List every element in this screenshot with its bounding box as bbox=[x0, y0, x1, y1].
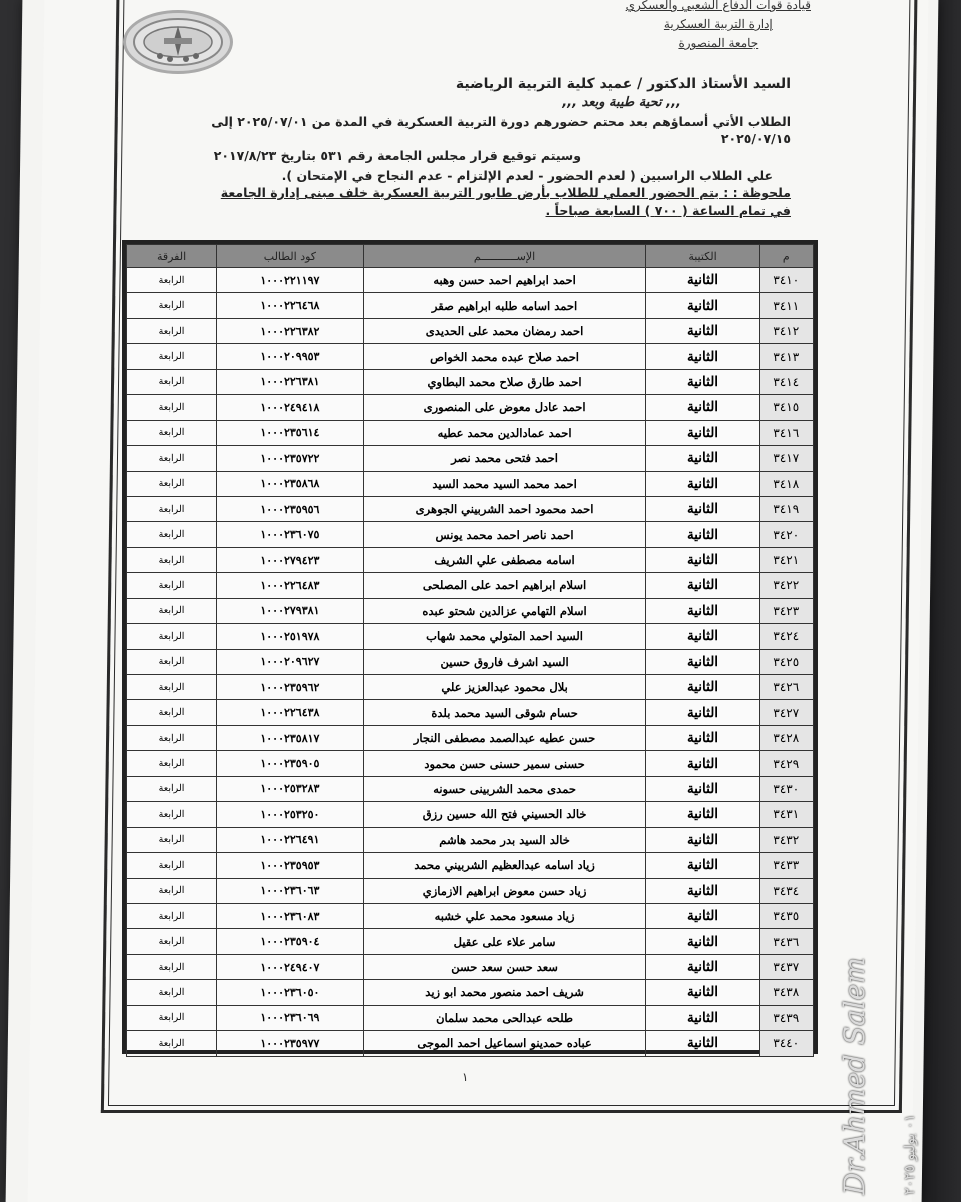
cell-serial: ٣٤٣٤ bbox=[759, 878, 813, 903]
note-line-1: ملحوظة : : يتم الحضور العملي للطلاب بأرض طابور التربية العسكرية خلف مبنى إدارة الجامعة bbox=[220, 185, 791, 200]
header-serial: م bbox=[759, 245, 813, 268]
cell-serial: ٣٤١٨ bbox=[759, 471, 813, 496]
cell-student-code: ١٠٠٠٢٣٥٩٥٦ bbox=[217, 496, 364, 521]
cell-battalion: الثانية bbox=[646, 268, 759, 293]
watermark-author: Dr.Ahmed Salem bbox=[838, 957, 871, 1195]
cell-name: زياد حسن معوض ابراهيم الازمازي bbox=[363, 878, 646, 903]
cell-name: احمد رمضان محمد على الحديدى bbox=[363, 318, 646, 343]
military-education-logo bbox=[123, 10, 233, 74]
cell-student-code: ١٠٠٠٢٥٣٢٨٣ bbox=[217, 776, 364, 801]
cell-battalion: الثانية bbox=[646, 700, 759, 725]
cell-year: الرابعة bbox=[127, 446, 217, 471]
cell-serial: ٣٤٣٠ bbox=[759, 776, 813, 801]
table-row bbox=[127, 293, 814, 318]
cell-battalion: الثانية bbox=[646, 878, 759, 903]
cell-battalion: الثانية bbox=[646, 318, 759, 343]
cell-serial: ٣٤٤٠ bbox=[759, 1031, 813, 1056]
cell-student-code: ١٠٠٠٢٣٦٠٥٠ bbox=[217, 980, 364, 1005]
cell-battalion: الثانية bbox=[646, 395, 759, 420]
cell-name: حسنى سمير حسنى حسن محمود bbox=[363, 751, 646, 776]
table-row bbox=[127, 980, 814, 1005]
cell-year: الرابعة bbox=[127, 776, 217, 801]
table-row bbox=[127, 522, 814, 547]
cell-student-code: ١٠٠٠٢٢٦٤٩١ bbox=[217, 827, 364, 852]
table-row bbox=[127, 344, 814, 369]
cell-battalion: الثانية bbox=[646, 827, 759, 852]
cell-battalion: الثانية bbox=[646, 980, 759, 1005]
cell-serial: ٣٤٣١ bbox=[759, 802, 813, 827]
cell-name: احمد طارق صلاح محمد البطاوي bbox=[363, 369, 646, 394]
cell-battalion: الثانية bbox=[646, 293, 759, 318]
cell-year: الرابعة bbox=[127, 649, 217, 674]
table-row bbox=[127, 268, 814, 293]
table-row bbox=[127, 395, 814, 420]
cell-name: خالد السيد بدر محمد هاشم bbox=[363, 827, 646, 852]
cell-name: اسامه مصطفى علي الشريف bbox=[363, 547, 646, 572]
cell-battalion: الثانية bbox=[646, 420, 759, 445]
cell-name: احمد محمود احمد الشربيني الجوهرى bbox=[363, 496, 646, 521]
cell-name: سعد حسن سعد حسن bbox=[363, 954, 646, 979]
cell-student-code: ١٠٠٠٢٠٩٦٢٧ bbox=[217, 649, 364, 674]
table-row bbox=[127, 827, 814, 852]
cell-serial: ٣٤١٢ bbox=[759, 318, 813, 343]
table-row bbox=[127, 318, 814, 343]
letter-body bbox=[151, 76, 791, 220]
header-department: إدارة التربية العسكرية bbox=[663, 17, 773, 31]
table-row bbox=[127, 446, 814, 471]
table-row bbox=[127, 1031, 814, 1056]
cell-year: الرابعة bbox=[127, 547, 217, 572]
cell-serial: ٣٤١٠ bbox=[759, 268, 813, 293]
cell-name: بلال محمود عبدالعزيز علي bbox=[363, 675, 646, 700]
cell-student-code: ١٠٠٠٢٤٩٤٠٧ bbox=[217, 954, 364, 979]
table-row bbox=[127, 598, 814, 623]
cell-student-code: ١٠٠٠٢٣٥٩٠٥ bbox=[217, 751, 364, 776]
cell-year: الرابعة bbox=[127, 954, 217, 979]
header-battalion: الكتيبة bbox=[646, 245, 759, 268]
cell-serial: ٣٤١٩ bbox=[759, 496, 813, 521]
cell-year: الرابعة bbox=[127, 802, 217, 827]
cell-name: اسلام التهامي عزالدين شحتو عبده bbox=[363, 598, 646, 623]
cell-year: الرابعة bbox=[127, 471, 217, 496]
table-row bbox=[127, 471, 814, 496]
cell-battalion: الثانية bbox=[646, 1005, 759, 1030]
cell-serial: ٣٤٢٢ bbox=[759, 573, 813, 598]
cell-year: الرابعة bbox=[127, 751, 217, 776]
cell-battalion: الثانية bbox=[646, 522, 759, 547]
table-row bbox=[127, 903, 814, 928]
cell-battalion: الثانية bbox=[646, 802, 759, 827]
cell-student-code: ١٠٠٠٢٢٦٣٨١ bbox=[217, 369, 364, 394]
cell-student-code: ١٠٠٠٢٣٥٨٦٨ bbox=[217, 471, 364, 496]
cell-serial: ٣٤٢٥ bbox=[759, 649, 813, 674]
cell-serial: ٣٤٢٨ bbox=[759, 725, 813, 750]
cell-student-code: ١٠٠٠٢٣٥٧٢٢ bbox=[217, 446, 364, 471]
cell-student-code: ١٠٠٠٢٧٩٣٨١ bbox=[217, 598, 364, 623]
cell-year: الرابعة bbox=[127, 700, 217, 725]
cell-year: الرابعة bbox=[127, 573, 217, 598]
cell-battalion: الثانية bbox=[646, 369, 759, 394]
cell-year: الرابعة bbox=[127, 725, 217, 750]
cell-name: زياد مسعود محمد علي خشبه bbox=[363, 903, 646, 928]
cell-serial: ٣٤٣٥ bbox=[759, 903, 813, 928]
cell-student-code: ١٠٠٠٢٥٣٢٥٠ bbox=[217, 802, 364, 827]
header-year: الفرقة bbox=[127, 245, 217, 268]
cell-serial: ٣٤٢٧ bbox=[759, 700, 813, 725]
header-university: جامعة المنصورة bbox=[678, 36, 759, 50]
cell-student-code: ١٠٠٠٢٢٦٤٦٨ bbox=[217, 293, 364, 318]
cell-battalion: الثانية bbox=[646, 776, 759, 801]
cell-year: الرابعة bbox=[127, 395, 217, 420]
cell-name: احمد محمد السيد محمد السيد bbox=[363, 471, 646, 496]
cell-serial: ٣٤٢٣ bbox=[759, 598, 813, 623]
cell-serial: ٣٤٢٦ bbox=[759, 675, 813, 700]
cell-student-code: ١٠٠٠٢٣٦٠٨٣ bbox=[217, 903, 364, 928]
cell-student-code: ١٠٠٠٢٤٩٤١٨ bbox=[217, 395, 364, 420]
emblem-icon bbox=[130, 16, 226, 68]
cell-student-code: ١٠٠٠٢٣٥٩٧٧ bbox=[217, 1031, 364, 1056]
cell-year: الرابعة bbox=[127, 624, 217, 649]
cell-battalion: الثانية bbox=[646, 853, 759, 878]
cell-serial: ٣٤١٥ bbox=[759, 395, 813, 420]
cell-name: احمد صلاح عبده محمد الخواص bbox=[363, 344, 646, 369]
table-header-row bbox=[127, 245, 814, 268]
cell-serial: ٣٤١١ bbox=[759, 293, 813, 318]
cell-battalion: الثانية bbox=[646, 344, 759, 369]
header-student-code: كود الطالب bbox=[217, 245, 364, 268]
table-row bbox=[127, 954, 814, 979]
cell-serial: ٣٤١٤ bbox=[759, 369, 813, 394]
table-row bbox=[127, 624, 814, 649]
table-row bbox=[127, 547, 814, 572]
table-row bbox=[127, 700, 814, 725]
table-row bbox=[127, 1005, 814, 1030]
cell-name: زياد اسامه عبدالعظيم الشربيني محمد bbox=[363, 853, 646, 878]
cell-year: الرابعة bbox=[127, 268, 217, 293]
cell-year: الرابعة bbox=[127, 344, 217, 369]
cell-name: حمدى محمد الشربينى حسونه bbox=[363, 776, 646, 801]
cell-battalion: الثانية bbox=[646, 725, 759, 750]
header-command: قيادة قوات الدفاع الشعبي والعسكري bbox=[625, 0, 811, 12]
cell-name: شريف احمد منصور محمد ابو زيد bbox=[363, 980, 646, 1005]
cell-year: الرابعة bbox=[127, 293, 217, 318]
cell-serial: ٣٤١٦ bbox=[759, 420, 813, 445]
body-line-2: وسيتم توقيع قرار مجلس الجامعة رقم ٥٣١ بتاريخ ٢٠١٧/٨/٢٣ bbox=[213, 148, 581, 163]
cell-year: الرابعة bbox=[127, 496, 217, 521]
cell-year: الرابعة bbox=[127, 903, 217, 928]
body-line-3: علي الطلاب الراسبين ( لعدم الحضور - لعدم الإلتزام - عدم النجاح في الإمتحان ). bbox=[281, 168, 773, 183]
greeting: ,,, تحية طيبة وبعد ,,, bbox=[562, 95, 681, 110]
cell-battalion: الثانية bbox=[646, 954, 759, 979]
cell-student-code: ١٠٠٠٢٣٥٦١٤ bbox=[217, 420, 364, 445]
table-row bbox=[127, 751, 814, 776]
cell-name: احمد فتحى محمد نصر bbox=[363, 446, 646, 471]
cell-year: الرابعة bbox=[127, 853, 217, 878]
cell-battalion: الثانية bbox=[646, 446, 759, 471]
cell-name: احمد ناصر احمد محمد يونس bbox=[363, 522, 646, 547]
note-line-2: في تمام الساعة ( ٧٠٠ ) السابعة صباحاً . bbox=[545, 203, 791, 218]
cell-student-code: ١٠٠٠٢٣٦٠٧٥ bbox=[217, 522, 364, 547]
cell-student-code: ١٠٠٠٢٣٦٠٦٣ bbox=[217, 878, 364, 903]
cell-serial: ٣٤٣٧ bbox=[759, 954, 813, 979]
cell-battalion: الثانية bbox=[646, 675, 759, 700]
header-name: الإســـــــــــم bbox=[363, 245, 646, 268]
body-line-1: الطلاب الأتي أسماؤهم بعد محتم حضورهم دورة التربية العسكرية في المدة من ٢٠٢٥/٠٧/٠١ إلى ٢٠٢٥/٠٧/١٥ bbox=[211, 114, 791, 146]
cell-battalion: الثانية bbox=[646, 547, 759, 572]
table-row bbox=[127, 496, 814, 521]
table-row bbox=[127, 420, 814, 445]
cell-year: الرابعة bbox=[127, 369, 217, 394]
cell-year: الرابعة bbox=[127, 1031, 217, 1056]
page-number: ١ bbox=[462, 1070, 469, 1084]
cell-year: الرابعة bbox=[127, 878, 217, 903]
cell-year: الرابعة bbox=[127, 929, 217, 954]
cell-student-code: ١٠٠٠٢٣٦٠٦٩ bbox=[217, 1005, 364, 1030]
cell-student-code: ١٠٠٠٢٥١٩٧٨ bbox=[217, 624, 364, 649]
cell-serial: ٣٤٣٣ bbox=[759, 853, 813, 878]
addressee: السيد الأستاذ الدكتور / عميد كلية التربية الرياضية bbox=[455, 76, 791, 92]
cell-student-code: ١٠٠٠٢٣٥٩٥٣ bbox=[217, 853, 364, 878]
cell-year: الرابعة bbox=[127, 522, 217, 547]
cell-year: الرابعة bbox=[127, 1005, 217, 1030]
cell-battalion: الثانية bbox=[646, 1031, 759, 1056]
cell-serial: ٣٤٢٤ bbox=[759, 624, 813, 649]
table-row bbox=[127, 649, 814, 674]
cell-name: حسام شوقى السيد محمد بلدة bbox=[363, 700, 646, 725]
table-row bbox=[127, 369, 814, 394]
cell-year: الرابعة bbox=[127, 318, 217, 343]
cell-student-code: ١٠٠٠٢٣٥٨١٧ bbox=[217, 725, 364, 750]
table-row bbox=[127, 675, 814, 700]
cell-battalion: الثانية bbox=[646, 573, 759, 598]
cell-name: احمد ابراهيم احمد حسن وهبه bbox=[363, 268, 646, 293]
cell-name: احمد عمادالدين محمد عطيه bbox=[363, 420, 646, 445]
cell-name: احمد اسامه طلبه ابراهيم صقر bbox=[363, 293, 646, 318]
cell-battalion: الثانية bbox=[646, 751, 759, 776]
students-table-frame bbox=[122, 240, 818, 1054]
cell-student-code: ١٠٠٠٢٠٩٩٥٣ bbox=[217, 344, 364, 369]
cell-serial: ٣٤٣٢ bbox=[759, 827, 813, 852]
cell-battalion: الثانية bbox=[646, 929, 759, 954]
cell-battalion: الثانية bbox=[646, 903, 759, 928]
cell-student-code: ١٠٠٠٢٢٦٤٨٣ bbox=[217, 573, 364, 598]
table-row bbox=[127, 878, 814, 903]
cell-name: خالد الحسيني فتح الله حسين رزق bbox=[363, 802, 646, 827]
cell-name: سامر علاء على عقيل bbox=[363, 929, 646, 954]
cell-student-code: ١٠٠٠٢٣٥٩٦٢ bbox=[217, 675, 364, 700]
cell-serial: ٣٤٣٨ bbox=[759, 980, 813, 1005]
cell-year: الرابعة bbox=[127, 827, 217, 852]
table-row bbox=[127, 929, 814, 954]
cell-name: عباده حمدينو اسماعيل احمد الموجى bbox=[363, 1031, 646, 1056]
table-row bbox=[127, 776, 814, 801]
cell-student-code: ١٠٠٠٢٢٦٣٨٢ bbox=[217, 318, 364, 343]
cell-name: حسن عطيه عبدالصمد مصطفى النجار bbox=[363, 725, 646, 750]
cell-name: طلحه عبدالحى محمد سلمان bbox=[363, 1005, 646, 1030]
cell-serial: ٣٤١٧ bbox=[759, 446, 813, 471]
header-block bbox=[626, 0, 811, 53]
cell-serial: ٣٤٢٩ bbox=[759, 751, 813, 776]
cell-serial: ٣٤٢١ bbox=[759, 547, 813, 572]
cell-battalion: الثانية bbox=[646, 649, 759, 674]
cell-serial: ٣٤٣٦ bbox=[759, 929, 813, 954]
table-row bbox=[127, 853, 814, 878]
cell-name: السيد احمد المتولي محمد شهاب bbox=[363, 624, 646, 649]
table-row bbox=[127, 573, 814, 598]
cell-year: الرابعة bbox=[127, 598, 217, 623]
cell-name: اسلام ابراهيم احمد على المصلحى bbox=[363, 573, 646, 598]
cell-battalion: الثانية bbox=[646, 624, 759, 649]
cell-name: السيد اشرف فاروق حسين bbox=[363, 649, 646, 674]
cell-serial: ٣٤٣٩ bbox=[759, 1005, 813, 1030]
table-body bbox=[127, 268, 814, 1057]
table-row bbox=[127, 725, 814, 750]
cell-year: الرابعة bbox=[127, 420, 217, 445]
cell-battalion: الثانية bbox=[646, 598, 759, 623]
students-table bbox=[126, 244, 814, 1057]
cell-student-code: ١٠٠٠٢٢٦٤٣٨ bbox=[217, 700, 364, 725]
cell-year: الرابعة bbox=[127, 980, 217, 1005]
cell-student-code: ١٠٠٠٢٣٥٩٠٤ bbox=[217, 929, 364, 954]
cell-year: الرابعة bbox=[127, 675, 217, 700]
cell-battalion: الثانية bbox=[646, 496, 759, 521]
watermark-date: ٠١ يوليو ٢٠٢٥ bbox=[902, 1114, 918, 1195]
cell-serial: ٣٤٢٠ bbox=[759, 522, 813, 547]
cell-name: احمد عادل معوض على المنصورى bbox=[363, 395, 646, 420]
cell-student-code: ١٠٠٠٢٧٩٤٢٣ bbox=[217, 547, 364, 572]
cell-battalion: الثانية bbox=[646, 471, 759, 496]
cell-serial: ٣٤١٣ bbox=[759, 344, 813, 369]
table-row bbox=[127, 802, 814, 827]
cell-student-code: ١٠٠٠٢٢١١٩٧ bbox=[217, 268, 364, 293]
